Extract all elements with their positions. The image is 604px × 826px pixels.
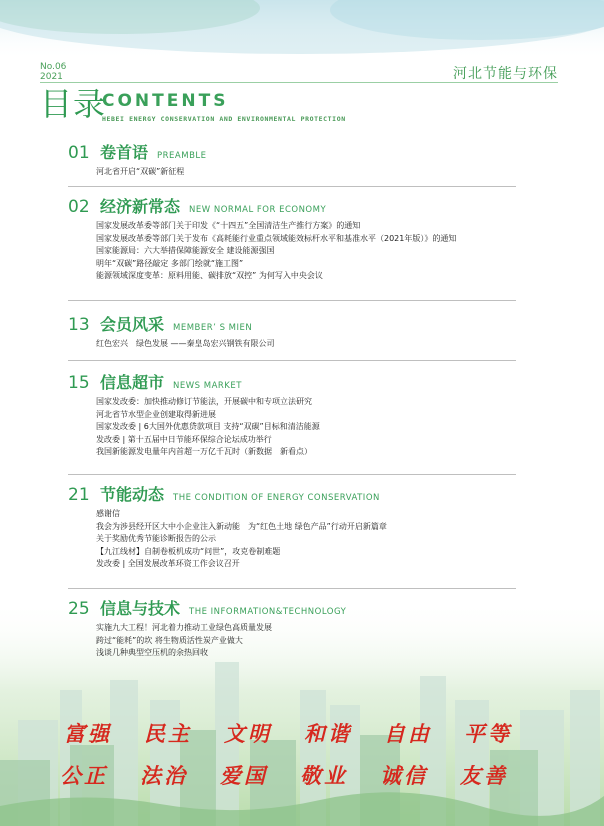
- header-divider: [40, 82, 558, 83]
- slogan-word: 文明: [224, 721, 272, 746]
- toc-section-conservation: [68, 482, 558, 571]
- toc-section-preamble: [68, 140, 558, 179]
- section-heading: [68, 194, 558, 216]
- slogan-word: 敬业: [300, 763, 348, 788]
- toc-article[interactable]: 河北省开启“双碳”新征程: [96, 167, 185, 176]
- toc-section-news: [68, 370, 558, 459]
- slogan-word: 自由: [384, 721, 432, 746]
- slogan-word: 诚信: [380, 763, 428, 788]
- toc-article[interactable]: 红色宏兴 绿色发展 ——秦皇岛宏兴钢铁有限公司: [96, 339, 275, 348]
- toc-article[interactable]: 感谢信: [96, 509, 120, 518]
- issue-year: 2021: [40, 72, 63, 82]
- issue-number: No.06: [40, 62, 67, 72]
- section-number: 02: [68, 197, 90, 217]
- section-divider: [68, 588, 516, 589]
- article-list: [96, 166, 558, 179]
- toc-article[interactable]: 实施九大工程！河北着力推动工业绿色高质量发展: [96, 623, 272, 632]
- section-heading: [68, 140, 558, 162]
- toc-section-members: [68, 312, 558, 351]
- section-number: 21: [68, 485, 90, 505]
- section-divider: [68, 186, 516, 187]
- section-title: 信息超市: [100, 373, 165, 392]
- toc-title: 目录: [40, 85, 107, 123]
- slogan-word: 法治: [140, 763, 188, 788]
- slogan-word: 民主: [144, 721, 192, 746]
- section-heading: [68, 312, 558, 334]
- article-list: [96, 396, 558, 459]
- toc-article[interactable]: 明年“双碳”路径敲定 多部门绘就“施工图”: [96, 258, 244, 268]
- toc-article[interactable]: 能源领域深度变革：原料用能、碳排放“双控” 为何写入中央会议: [96, 271, 323, 281]
- toc-article[interactable]: 河北省节水型企业创建取得新进展: [96, 409, 216, 419]
- slogan-word: 公正: [60, 763, 108, 788]
- section-heading: [68, 370, 558, 392]
- toc-article[interactable]: 国家发展改革委等部门关于发布《高耗能行业重点领域能效标杆水平和基准水平（2021年版）》的通知: [96, 233, 457, 243]
- section-number: 01: [68, 143, 90, 163]
- toc-subtitle: HEBEI ENERGY CONSERVATION AND ENVIRONMENTAL PROTECTION: [102, 115, 346, 123]
- section-english-title: THE INFORMATION&TECHNOLOGY: [189, 607, 347, 617]
- slogan-row: [0, 754, 604, 796]
- section-title: 会员风采: [100, 315, 165, 334]
- toc-section-economy: [68, 194, 558, 283]
- section-title: 节能动态: [100, 485, 165, 504]
- section-english-title: THE CONDITION OF ENERGY CONSERVATION: [173, 493, 380, 503]
- section-heading: [68, 482, 558, 504]
- section-divider: [68, 360, 516, 361]
- slogan-word: 平等: [464, 721, 512, 746]
- slogan-word: 友善: [460, 763, 508, 788]
- toc-article[interactable]: 跨过“能耗”的坎 将生物质活性炭产业做大: [96, 635, 243, 645]
- toc-article[interactable]: 国家发改委 | 6大国外优惠贷款项目 支持“双碳”目标和清洁能源: [96, 422, 320, 432]
- section-title: 信息与技术: [100, 599, 181, 618]
- section-divider: [68, 474, 516, 475]
- section-divider: [68, 300, 516, 301]
- toc-section-technology: [68, 596, 558, 660]
- section-english-title: NEWS MARKET: [173, 381, 242, 391]
- toc-article[interactable]: 发改委 | 全国发展改革环资工作会议召开: [96, 559, 240, 569]
- section-english-title: PREAMBLE: [157, 151, 207, 161]
- section-number: 25: [68, 599, 90, 619]
- toc-article[interactable]: 我国新能源发电量年内首超一万亿千瓦时（新数据 新看点）: [96, 447, 312, 457]
- core-values-slogans: [0, 712, 604, 796]
- article-list: [96, 508, 558, 571]
- issue-label: [40, 62, 66, 82]
- article-list: [96, 220, 558, 283]
- toc-article[interactable]: 我会为涉县经开区大中小企业注入新动能 为“红色土地 绿色产品”行动开启新篇章: [96, 521, 387, 531]
- section-number: 15: [68, 373, 90, 393]
- section-title: 经济新常态: [100, 197, 181, 216]
- magazine-title: 河北节能与环保: [453, 66, 558, 82]
- section-english-title: NEW NORMAL FOR ECONOMY: [189, 205, 327, 215]
- section-number: 13: [68, 315, 90, 335]
- toc-article[interactable]: 关于奖励优秀节能诊断报告的公示: [96, 534, 216, 544]
- article-list: [96, 622, 558, 660]
- slogan-row: [0, 712, 604, 754]
- section-title: 卷首语: [100, 143, 149, 162]
- section-heading: [68, 596, 558, 618]
- toc-article[interactable]: 国家能源局：六大举措保障能源安全 建设能源强国: [96, 246, 275, 256]
- toc-article[interactable]: 浅谈几种典型空压机的余热回收: [96, 648, 208, 658]
- toc-article[interactable]: 国家发改委：加快推动修订节能法，开展碳中和专项立法研究: [96, 397, 312, 406]
- slogan-word: 富强: [64, 721, 112, 746]
- toc-article[interactable]: 【九江线材】自制卷板机成功“问世”，攻克卷制难题: [96, 546, 281, 556]
- slogan-word: 和谐: [304, 721, 352, 746]
- toc-article[interactable]: 国家发展改革委等部门关于印发《“十四五”全国清洁生产推行方案》的通知: [96, 221, 361, 230]
- article-list: [96, 338, 558, 351]
- toc-contents-label: CONTENTS: [102, 91, 229, 111]
- section-english-title: MEMBER’ S MIEN: [173, 323, 253, 333]
- slogan-word: 爱国: [220, 763, 268, 788]
- toc-article[interactable]: 发改委 | 第十五届中日节能环保综合论坛成功举行: [96, 434, 272, 444]
